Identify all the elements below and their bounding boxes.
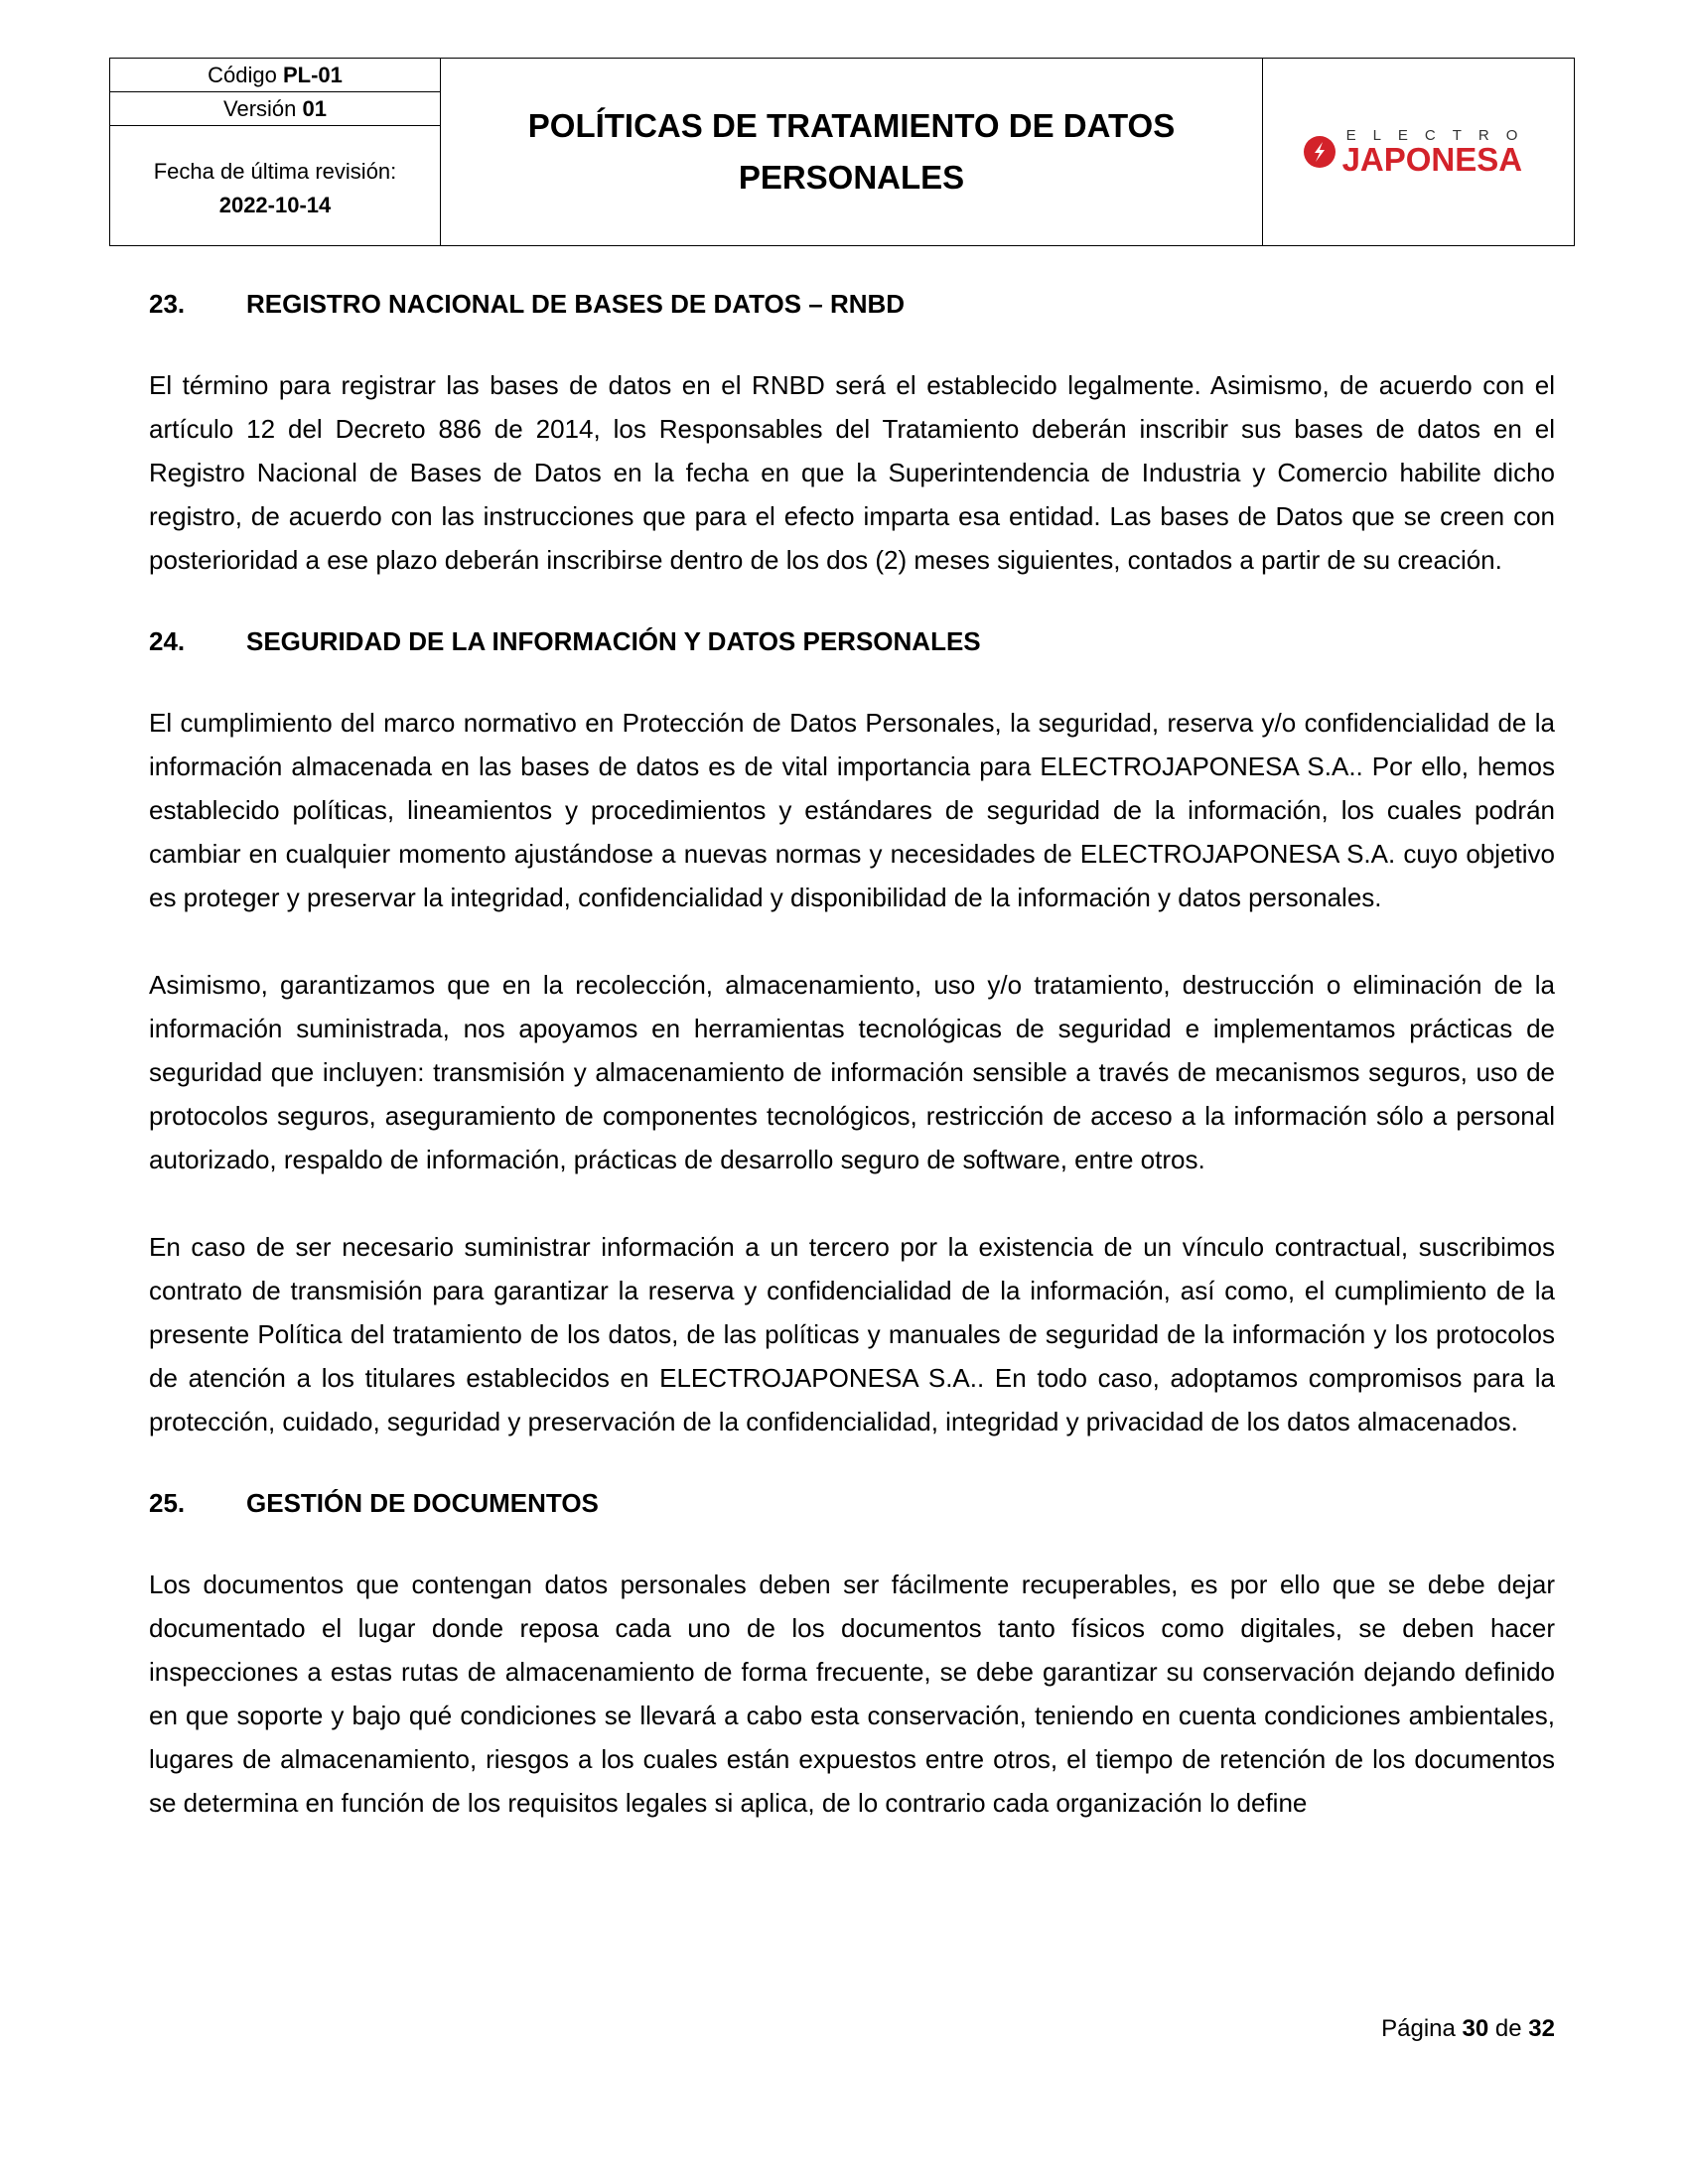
version-value: 01 — [302, 95, 327, 121]
section-title: GESTIÓN DE DOCUMENTOS — [246, 1487, 599, 1518]
document-header — [109, 58, 1575, 246]
logo-top-text: ELECTRO — [1345, 127, 1535, 144]
version-row — [110, 92, 440, 126]
revision-label: Fecha de última revisión: — [153, 159, 397, 184]
page-total: 32 — [1528, 2015, 1555, 2042]
logo-cell — [1263, 59, 1574, 245]
section-title: SEGURIDAD DE LA INFORMACIÓN Y DATOS PERSONALES — [246, 625, 981, 656]
section-number: 23. — [149, 288, 186, 319]
paragraph: Los documentos que contengan datos personales deben ser fácilmente recuperables, es por ello que se debe dejar documentado el lugar donde reposa cada uno de los documentos tanto físicos como digitales, se deben hacer inspecciones a estas rutas de almacenamiento de forma frecuente, se debe garantizar su conservación dejando definido en que soporte y bajo qué condiciones se llevará a cabo esta conservación, teniendo en cuenta condiciones ambientales, lugares de almacenamiento, riesgos a los cuales están expuestos entre otros, el tiempo de retención de los documentos se determina en función de los requisitos legales si aplica, de lo contrario cada organización lo define — [149, 1570, 1555, 1818]
code-label: Código — [208, 62, 277, 87]
page-footer — [1381, 2015, 1555, 2043]
page-number: 30 — [1462, 2015, 1489, 2042]
revision-date: 2022-10-14 — [218, 193, 332, 217]
company-logo — [1303, 128, 1535, 176]
code-value: PL-01 — [282, 62, 343, 87]
page-label: Página — [1381, 2015, 1456, 2042]
section-title: REGISTRO NACIONAL DE BASES DE DATOS – RNBD — [246, 288, 906, 319]
document-body — [149, 268, 1555, 1825]
paragraph: Asimismo, garantizamos que en la recolección, almacenamiento, uso y/o tratamiento, destrucción o eliminación de la información suministrada, nos apoyamos en herramientas tecnológicas de seguridad e implementamos prácticas de seguridad que incluyen: transmisión y almacenamiento de información sensible a través de mecanismos seguros, uso de protocolos seguros, aseguramiento de componentes tecnológicos, restricción de acceso a la información sólo a personal autorizado, respaldo de información, prácticas de desarrollo seguro de software, entre otros. — [149, 970, 1555, 1174]
paragraph: El cumplimiento del marco normativo en Protección de Datos Personales, la seguridad, reserva y/o confidencialidad de la información almacenada en las bases de datos es de vital importancia para ELECTROJAPONESA S.A.. Por ello, hemos establecido políticas, lineamientos y procedimientos y estándares de seguridad de la información, los cuales podrán cambiar en cualquier momento ajustándose a nuevas normas y necesidades de ELECTROJAPONESA S.A. cuyo objetivo es proteger y preservar la integridad, confidencialidad y disponibilidad de la información y datos personales. — [149, 708, 1555, 912]
logo-mark-icon — [1303, 135, 1336, 169]
paragraph: En caso de ser necesario suministrar información a un tercero por la existencia de un vínculo contractual, suscribimos contrato de transmisión para garantizar la reserva y confidencialidad de la información, así como, el cumplimiento de la presente Política del tratamiento de los datos, de las políticas y manuales de seguridad de la información y los protocolos de atención a los titulares establecidos en ELECTROJAPONESA S.A.. En todo caso, adoptamos compromisos para la protección, cuidado, seguridad y preservación de la confidencialidad, integridad y privacidad de los datos almacenados. — [149, 1232, 1555, 1436]
section-heading — [149, 606, 1555, 677]
code-row — [110, 59, 440, 92]
paragraph: El término para registrar las bases de datos en el RNBD será el establecido legalmente. Asimismo, de acuerdo con el artículo 12 del Decreto 886 de 2014, los Responsables del Tratamiento deberán inscribir sus bases de datos en el Registro Nacional de Bases de Datos en la fecha en que la Superintendencia de Industria y Comercio habilite dicho registro, de acuerdo con las instrucciones que para el efecto imparta esa entidad. Las bases de Datos que se creen con posterioridad a ese plazo deberán inscribirse dentro de los dos (2) meses siguientes, contados a partir de su creación. — [149, 370, 1555, 575]
header-meta — [110, 59, 441, 245]
section-number: 24. — [149, 625, 186, 656]
section-heading — [149, 268, 1555, 340]
logo-main-text: JAPONESA — [1341, 141, 1523, 178]
of-label: de — [1494, 2015, 1522, 2042]
document-title: POLÍTICAS DE TRATAMIENTO DE DATOS PERSONALES — [441, 59, 1263, 245]
section-number: 25. — [149, 1487, 186, 1518]
revision-cell — [110, 126, 440, 245]
version-label: Versión — [223, 95, 297, 121]
section-heading — [149, 1467, 1555, 1539]
